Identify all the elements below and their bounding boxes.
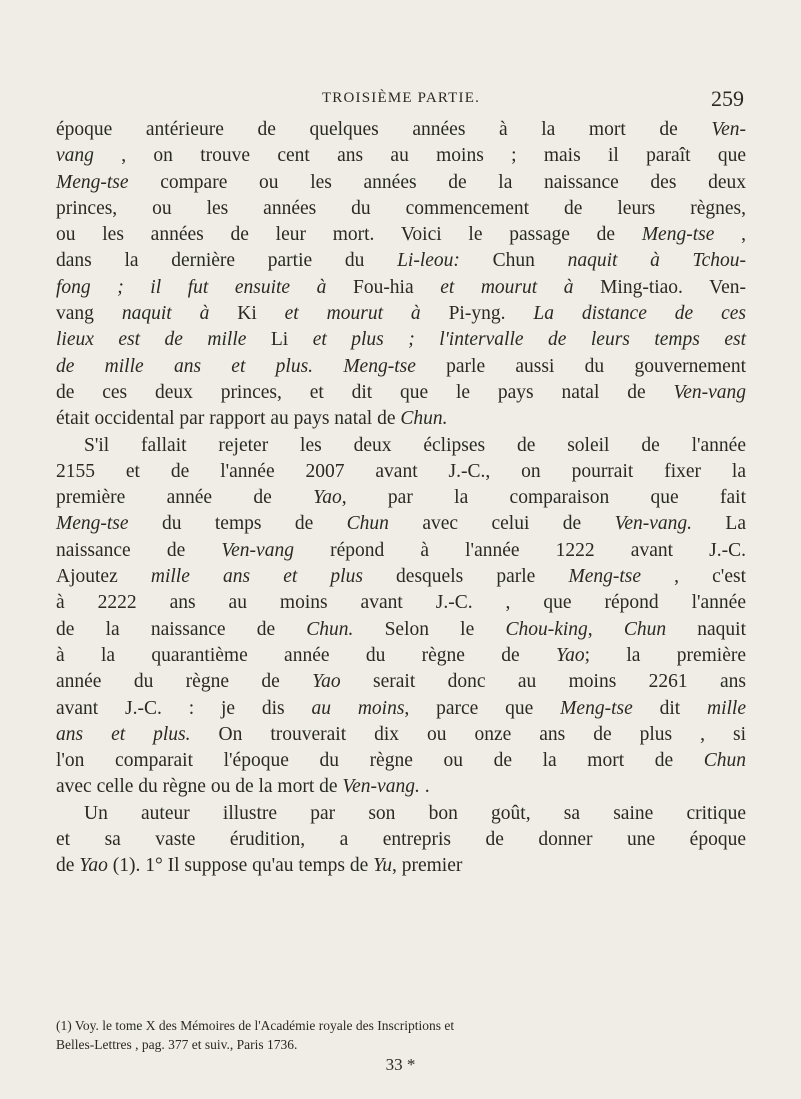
text-run: On trouverait dix ou onze ans de plus , si	[190, 723, 746, 745]
text-run: princes, ou les années du commencement de leurs règnes,	[56, 197, 746, 219]
running-head	[56, 86, 746, 112]
text-run: année du règne de	[56, 671, 313, 693]
text-line	[56, 511, 746, 537]
italic-run: Yao	[556, 644, 585, 666]
text-run: époque antérieure de quelques années à la mort de	[56, 119, 712, 140]
text-run: de	[56, 855, 80, 877]
text-run: ou les années de leur mort. Voici le passage de	[56, 224, 642, 246]
italic-run: Meng-tse	[56, 513, 129, 535]
text-run: vang	[56, 303, 122, 325]
text-line	[56, 748, 746, 774]
signature-mark: 33 *	[385, 1055, 416, 1074]
italic-run: lieux est de mille	[56, 329, 247, 351]
text-run: parle aussi du gouvernement	[415, 355, 746, 377]
italic-run: Meng-tse	[568, 566, 642, 588]
italic-run: Chun	[623, 618, 667, 640]
text-run: S'il fallait rejeter les deux éclipses de soleil de l'année	[84, 434, 746, 456]
italic-run: et mourut à	[284, 303, 421, 325]
italic-run: Chun	[346, 513, 389, 535]
italic-run: Li-leou:	[397, 250, 460, 272]
text-run: ; la première	[584, 644, 746, 666]
italic-run: ans et plus.	[56, 723, 191, 745]
text-run: de ces deux princes, et dit que le pays natal de	[56, 381, 674, 403]
text-line	[56, 406, 746, 432]
text-run: serait donc au moins 2261 ans	[340, 671, 746, 693]
text-line	[56, 617, 746, 643]
text-run: à la quarantième année du règne de	[56, 644, 557, 666]
text-line	[56, 827, 746, 853]
italic-run: Chun.	[306, 618, 354, 640]
italic-run: La distance de ces	[533, 303, 746, 325]
text-run: desquels parle	[362, 566, 569, 588]
text-line	[56, 696, 746, 722]
text-run: , on trouve cent ans au moins ; mais il paraît que	[93, 145, 746, 167]
italic-run: naquit à Tchou-	[567, 250, 746, 272]
text-run: Ki	[209, 303, 285, 325]
text-line	[56, 143, 746, 169]
italic-run: mille ans et plus	[150, 566, 363, 588]
text-run: Pi-yng.	[420, 303, 534, 325]
text-line	[56, 433, 746, 459]
italic-run: vang	[56, 145, 94, 167]
text-run: Fou-hia	[326, 276, 441, 298]
text-run: naquit	[666, 618, 746, 640]
footnote	[56, 1016, 746, 1054]
text-line	[56, 275, 746, 301]
text-run: Ajoutez	[56, 566, 151, 588]
text-line	[56, 722, 746, 748]
text-line	[56, 643, 746, 669]
text-line	[56, 248, 746, 274]
italic-run: Ven-vang.	[614, 513, 693, 535]
text-run: dit	[632, 697, 707, 719]
italic-run: Yu	[373, 855, 392, 877]
italic-run: et plus ; l'intervalle de leurs temps est	[312, 329, 746, 351]
italic-run: de mille ans et plus. Meng-tse	[56, 355, 416, 377]
text-run: était occidental par rapport au pays natal de	[56, 408, 401, 430]
text-run: avant J.-C. : je dis	[56, 697, 312, 719]
text-run: naissance de	[56, 539, 222, 561]
text-line	[56, 196, 746, 222]
italic-run: Meng-tse	[56, 171, 129, 193]
text-run: avec celle du règne ou de la mort de	[56, 776, 343, 798]
text-run: (1). 1° Il suppose qu'au temps de	[107, 855, 374, 877]
text-run: répond à l'année 1222 avant J.-C.	[293, 539, 746, 561]
text-run: Un auteur illustre par son bon goût, sa saine critique	[84, 802, 746, 824]
italic-run: Ven-vang	[221, 539, 294, 561]
italic-run: Chou-king	[505, 618, 588, 640]
text-line	[56, 327, 746, 353]
text-run: à 2222 ans au moins avant J.-C. , que répond l'année	[56, 592, 746, 614]
italic-run: Yao	[313, 487, 342, 509]
text-line	[56, 801, 746, 827]
text-run: première année de	[56, 487, 314, 509]
text-line	[56, 590, 746, 616]
footnote-line: Belles-Lettres , pag. 377 et suiv., Paris 1736.	[56, 1037, 298, 1052]
text-run: La	[692, 513, 746, 535]
text-run: Selon le	[353, 618, 506, 640]
text-run: avec celui de	[388, 513, 615, 535]
body-text	[56, 117, 746, 880]
text-run: Ming-tiao. Ven-	[573, 276, 746, 298]
italic-run: Ven-vang	[673, 381, 746, 403]
text-run: compare ou les années de la naissance des deux	[128, 171, 746, 193]
text-line	[56, 380, 746, 406]
text-run: .	[419, 776, 430, 798]
text-line	[56, 485, 746, 511]
italic-run: Ven-	[711, 119, 746, 140]
italic-run: Meng-tse	[641, 224, 715, 246]
text-line	[56, 853, 746, 879]
italic-run: Meng-tse	[560, 697, 633, 719]
text-run: , premier	[391, 855, 463, 877]
text-run: , par la comparaison que fait	[341, 487, 746, 509]
italic-run: au moins	[311, 697, 405, 719]
text-run: Chun	[459, 250, 568, 272]
text-line	[56, 538, 746, 564]
text-line	[56, 222, 746, 248]
footnote-line: (1) Voy. le tome X des Mémoires de l'Académie royale des Inscriptions et	[56, 1018, 455, 1033]
text-line	[56, 459, 746, 485]
italic-run: Yao	[312, 671, 341, 693]
text-line	[56, 669, 746, 695]
text-run: du temps de	[128, 513, 347, 535]
running-title: TROISIÈME PARTIE.	[321, 90, 481, 106]
text-line	[56, 774, 746, 800]
text-run: , parce que	[404, 697, 561, 719]
italic-run: et mourut à	[440, 276, 574, 298]
text-run: de la naissance de	[56, 618, 307, 640]
text-run: dans la dernière partie du	[56, 250, 398, 272]
italic-run: Chun	[703, 750, 746, 772]
text-line	[56, 564, 746, 590]
text-line	[56, 170, 746, 196]
italic-run: Ven-vang.	[342, 776, 420, 798]
italic-run: Chun.	[400, 408, 448, 430]
page-number: 259	[711, 86, 744, 111]
italic-run: fong ; il fut ensuite à	[56, 276, 327, 298]
text-line	[56, 301, 746, 327]
text-run: Li	[246, 329, 313, 351]
text-run: et sa vaste érudition, a entrepris de donner une époque	[56, 829, 746, 851]
italic-run: mille	[707, 697, 746, 719]
italic-run: naquit à	[121, 303, 210, 325]
text-run: ,	[714, 224, 747, 246]
text-run: ,	[587, 618, 624, 640]
text-run: l'on comparait l'époque du règne ou de la mort de	[56, 750, 704, 772]
text-line	[56, 354, 746, 380]
italic-run: Yao	[79, 855, 108, 877]
text-line	[56, 117, 746, 143]
text-run: , c'est	[641, 566, 746, 588]
text-run: 2155 et de l'année 2007 avant J.-C., on pourrait fixer la	[56, 460, 746, 482]
